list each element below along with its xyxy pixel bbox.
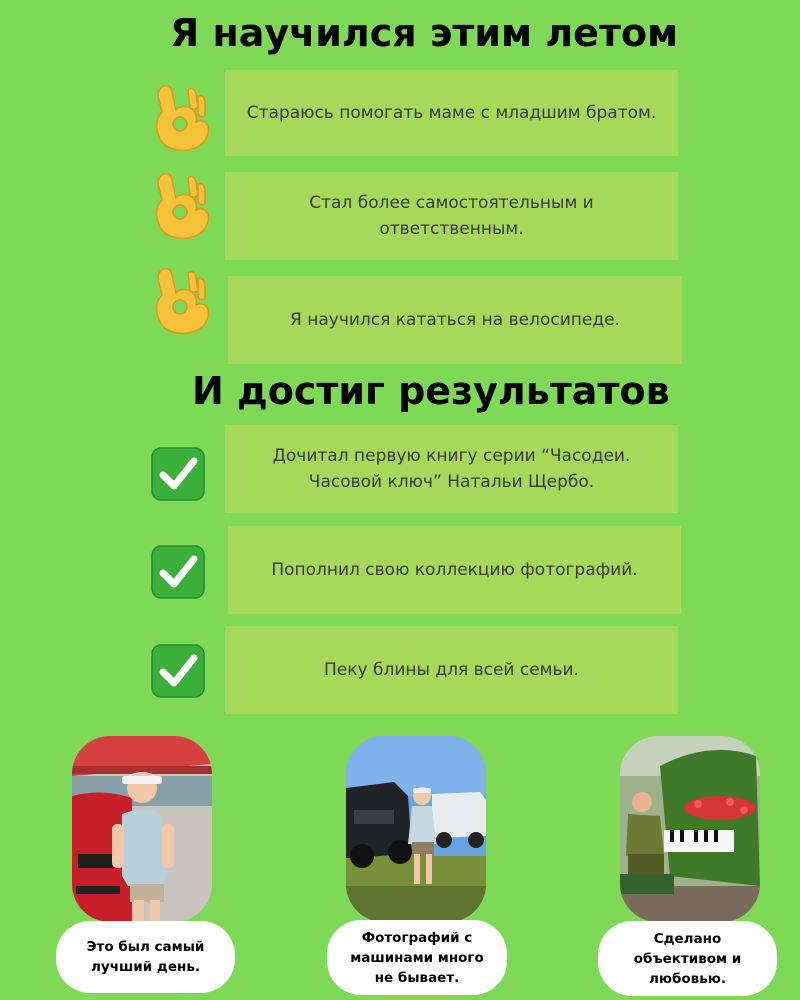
learned-item-1: Стараюсь помогать маме с младшим братом. [225, 70, 678, 156]
learned-title: Я научился этим летом [170, 11, 679, 55]
photo-boy-race-car [72, 736, 212, 922]
check-mark-button-icon [150, 446, 206, 502]
check-mark-button-icon [150, 544, 206, 600]
achieved-item-2: Пополнил свою коллекцию фотографий. [228, 526, 681, 614]
learned-item-3: Я научился кататься на велосипеде. [228, 276, 682, 364]
ok-hand-icon [150, 82, 212, 154]
achieved-title: И достиг результатов [192, 369, 670, 413]
achieved-item-3: Пеку блины для всей семьи. [225, 626, 678, 714]
learned-item-2: Стал более самостоятельным и ответственным. [225, 172, 678, 260]
photo-caption-1: Это был самый лучший день. [56, 921, 235, 993]
photo-boy-trucks [346, 736, 486, 922]
ok-hand-icon [150, 170, 212, 242]
check-mark-button-icon [150, 643, 206, 699]
photo-boy-piano [620, 736, 760, 922]
photo-caption-3: Сделано объективом и любовью. [598, 921, 777, 996]
achieved-item-1: Дочитал первую книгу серии “Часодеи. Часовой ключ” Натальи Щербо. [225, 425, 678, 513]
ok-hand-icon [150, 265, 212, 337]
photo-caption-2: Фотографий с машинами много не бывает. [327, 920, 507, 995]
